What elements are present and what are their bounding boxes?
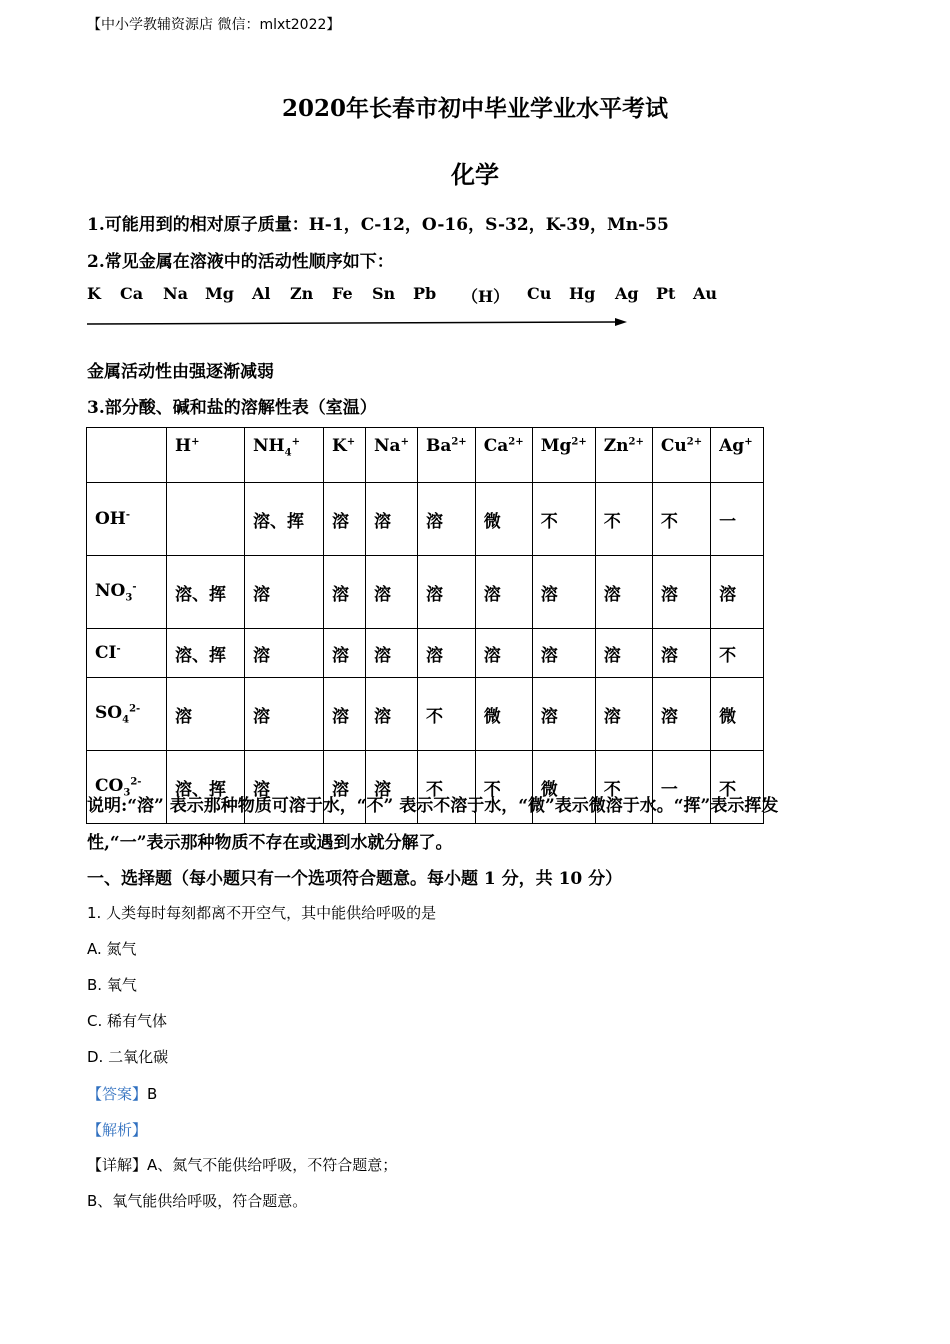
metal-0: K [87, 284, 101, 303]
solubility-cell: 不 [417, 678, 475, 751]
answer-value: B [147, 1085, 158, 1103]
metal-3: Mg [205, 284, 234, 303]
table-row [87, 678, 764, 751]
option-c: C. 稀有气体 [87, 1012, 168, 1030]
cation-header: $Zn^{2+}$ [595, 428, 652, 483]
section-title: 一、选择题（每小题只有一个选项符合题意。每小题 1 分，共 10 分） [87, 869, 623, 889]
detail-label: 【详解】 [87, 1156, 148, 1174]
metal-6: Fe [332, 284, 353, 303]
solubility-cell: 溶 [475, 556, 532, 629]
solubility-cell: 溶 [245, 556, 324, 629]
metal-13: Pt [656, 284, 676, 303]
solubility-cell: 溶 [652, 556, 710, 629]
anion-header: OH- [87, 483, 167, 556]
solubility-cell: 溶 [366, 629, 418, 678]
solubility-cell: 溶 [324, 483, 366, 556]
anion-header: $NO_3^-$ [87, 556, 167, 629]
solubility-cell: 不 [475, 751, 532, 824]
metal-9: （H） [462, 287, 510, 306]
solubility-table [86, 427, 764, 824]
exam-title: 2020年长春市初中毕业学业水平考试 [281, 95, 668, 122]
metal-5: Zn [290, 284, 314, 303]
atomic-mass-info: 1.可能用到的相对原子质量：H-1，C-12，O-16，S-32，K-39，Mn-55 [87, 215, 669, 235]
table-title: 3.部分酸、碱和盐的溶解性表（室温） [87, 398, 377, 418]
activity-note: 金属活动性由强逐渐减弱 [87, 362, 274, 382]
cation-header: H+ [167, 428, 245, 483]
solubility-cell: 一 [711, 483, 764, 556]
solubility-cell: 微 [475, 678, 532, 751]
solubility-cell: 溶、挥 [167, 556, 245, 629]
option-d: D. 二氧化碳 [87, 1048, 169, 1066]
anion-header: CI- [87, 629, 167, 678]
cation-header: Na+ [366, 428, 418, 483]
solubility-cell: 溶 [417, 556, 475, 629]
metal-2: Na [163, 284, 188, 303]
solubility-cell: 溶、挥 [167, 751, 245, 824]
solubility-cell: 不 [652, 483, 710, 556]
solubility-cell: 不 [532, 483, 595, 556]
anion-header: $CO_3^{2-}$ [87, 751, 167, 824]
solubility-cell: 微 [711, 678, 764, 751]
solubility-cell: 溶 [324, 751, 366, 824]
cation-header: $Ca^{2+}$ [475, 428, 532, 483]
cation-header: Ag+ [711, 428, 764, 483]
solubility-cell: 溶 [366, 556, 418, 629]
solubility-cell: 不 [711, 751, 764, 824]
metal-11: Hg [569, 284, 596, 303]
metal-4: Al [252, 284, 271, 303]
metal-14: Au [693, 284, 718, 303]
answer-label: 【答案】 [87, 1085, 148, 1103]
solubility-cell: 溶 [324, 629, 366, 678]
metal-7: Sn [372, 284, 396, 303]
solubility-cell: 溶 [595, 556, 652, 629]
cation-header: $Ba^{2+}$ [417, 428, 475, 483]
cation-header: $NH_4^+$ [245, 428, 324, 483]
table-row [87, 556, 764, 629]
solubility-cell [167, 483, 245, 556]
detail-line1 [87, 1154, 397, 1175]
solubility-cell: 溶 [324, 556, 366, 629]
solubility-cell: 溶 [324, 678, 366, 751]
solubility-cell: 微 [532, 751, 595, 824]
solubility-cell: 溶 [595, 678, 652, 751]
solubility-cell: 溶 [711, 556, 764, 629]
solubility-cell: 不 [417, 751, 475, 824]
header-note: 【中小学教辅资源店 微信：mlxt2022】 [87, 17, 341, 33]
cation-header: $Mg^{2+}$ [532, 428, 595, 483]
solubility-cell: 不 [711, 629, 764, 678]
solubility-cell: 溶 [167, 678, 245, 751]
metal-10: Cu [527, 284, 552, 303]
solubility-cell: 溶 [652, 678, 710, 751]
analysis-label: 【解析】 [87, 1121, 148, 1139]
subject-title: 化学 [451, 160, 499, 189]
answer-line [87, 1083, 157, 1104]
solubility-cell: 溶 [532, 629, 595, 678]
solubility-cell: 溶 [366, 678, 418, 751]
table-corner [87, 428, 167, 483]
table-row [87, 629, 764, 678]
metal-1: Ca [120, 284, 144, 303]
solubility-cell: 溶 [245, 678, 324, 751]
solubility-cell: 不 [595, 751, 652, 824]
solubility-cell: 不 [595, 483, 652, 556]
solubility-cell: 溶 [475, 629, 532, 678]
solubility-cell: 溶 [245, 629, 324, 678]
solubility-cell: 溶 [595, 629, 652, 678]
cation-header: K+ [324, 428, 366, 483]
table-explanation-line2: 性,“一”表示那种物质不存在或遇到水就分解了。 [87, 833, 453, 853]
detail-text-1: A、氮气不能供给呼吸，不符合题意； [147, 1156, 398, 1174]
solubility-cell: 溶 [245, 751, 324, 824]
solubility-cell: 溶、挥 [245, 483, 324, 556]
table-row [87, 483, 764, 556]
metal-12: Ag [615, 284, 639, 303]
anion-header: $SO_4^{2-}$ [87, 678, 167, 751]
metal-8: Pb [413, 284, 437, 303]
activity-series-intro: 2.常见金属在溶液中的活动性顺序如下： [87, 252, 394, 272]
option-a: A. 氮气 [87, 940, 137, 958]
solubility-cell: 一 [652, 751, 710, 824]
cation-header: $Cu^{2+}$ [652, 428, 710, 483]
question-1: 1. 人类每时每刻都离不开空气，其中能供给呼吸的是 [87, 904, 437, 922]
detail-line2: B、氧气能供给呼吸，符合题意。 [87, 1192, 308, 1210]
table-explanation-line1: 说明:“溶” 表示那种物质可溶于水，“不” 表示不溶于水，“微”表示微溶于水。“挥”表示挥发 [87, 796, 779, 816]
solubility-cell: 溶 [532, 556, 595, 629]
solubility-cell: 溶、挥 [167, 629, 245, 678]
solubility-cell: 溶 [366, 751, 418, 824]
solubility-cell: 溶 [417, 483, 475, 556]
solubility-cell: 溶 [532, 678, 595, 751]
solubility-cell: 溶 [652, 629, 710, 678]
solubility-cell: 溶 [417, 629, 475, 678]
activity-arrow-icon [87, 318, 627, 330]
option-b: B. 氧气 [87, 976, 137, 994]
solubility-cell: 微 [475, 483, 532, 556]
solubility-cell: 溶 [366, 483, 418, 556]
